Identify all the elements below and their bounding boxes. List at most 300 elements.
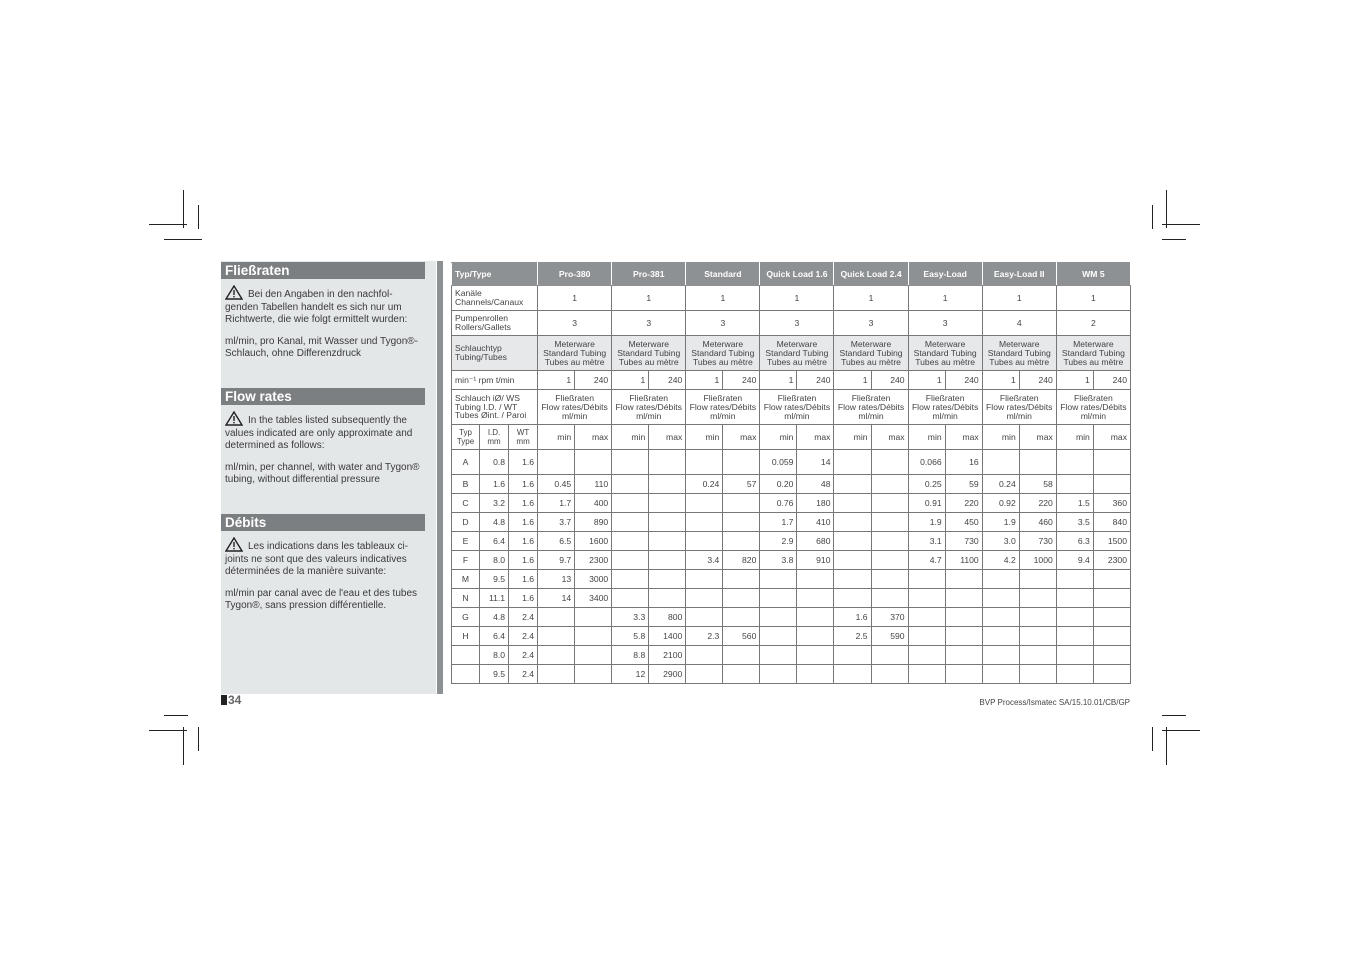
data-row [452, 665, 1131, 684]
flow-value [871, 570, 908, 589]
flow-value [612, 475, 649, 494]
flow-value: 110 [575, 475, 612, 494]
flow-value [1019, 665, 1056, 684]
tube-type: B [452, 475, 480, 494]
model-header: Quick Load 2.4 [834, 263, 908, 286]
tube-type: D [452, 513, 480, 532]
flow-value: 1600 [575, 532, 612, 551]
flow-value: 13 [538, 570, 575, 589]
flow-unit-label: Fließraten Flow rates/Débits ml/min [686, 390, 760, 425]
flow-value: 6.5 [538, 532, 575, 551]
flow-value [723, 665, 760, 684]
flow-value [575, 646, 612, 665]
flow-value [797, 665, 834, 684]
data-row [452, 608, 1131, 627]
flow-value: 2.3 [686, 627, 723, 646]
flow-value [797, 570, 834, 589]
rollers-value: 3 [834, 311, 908, 336]
crop-mark [1166, 190, 1167, 228]
flow-value [575, 665, 612, 684]
data-row [452, 450, 1131, 475]
flow-value: 3000 [575, 570, 612, 589]
data-row [452, 532, 1131, 551]
tube-wt: 1.6 [509, 570, 538, 589]
channels-label: Kanäle Channels/Canaux [452, 286, 538, 311]
tube-id: 9.5 [480, 570, 509, 589]
column-header-row [452, 425, 1131, 450]
flow-value: 14 [538, 589, 575, 608]
tubing-value: Meterware Standard Tubing Tubes au mètre [908, 336, 982, 371]
flow-value [834, 646, 871, 665]
channels-value: 1 [686, 286, 760, 311]
flow-value [982, 450, 1019, 475]
crop-mark [183, 727, 184, 765]
min-header: min [760, 425, 797, 450]
crop-mark [1166, 727, 1167, 765]
tube-wt: 1.6 [509, 513, 538, 532]
data-row [452, 627, 1131, 646]
flow-value: 410 [797, 513, 834, 532]
flow-value [649, 532, 686, 551]
flow-value [945, 570, 982, 589]
flow-value [723, 494, 760, 513]
flow-value [945, 608, 982, 627]
speed-min: 1 [686, 371, 723, 390]
tube-type: H [452, 627, 480, 646]
flow-value: 1.9 [908, 513, 945, 532]
flow-value [945, 589, 982, 608]
tube-wt: 1.6 [509, 551, 538, 570]
flow-value: 3.8 [760, 551, 797, 570]
model-header: Quick Load 1.6 [760, 263, 834, 286]
rollers-value: 2 [1056, 311, 1130, 336]
section-text: ml/min par canal avec de l'eau et des tubes Tygon®, sans pression différentielle. [225, 587, 418, 612]
flow-value: 2.9 [760, 532, 797, 551]
flow-value [871, 551, 908, 570]
flow-value [1093, 627, 1130, 646]
flow-unit-label: Fließraten Flow rates/Débits ml/min [908, 390, 982, 425]
rollers-value: 3 [760, 311, 834, 336]
flow-value: 4.7 [908, 551, 945, 570]
tube-wt: 1.6 [509, 589, 538, 608]
divider-bar [437, 261, 443, 694]
tube-type: F [452, 551, 480, 570]
rollers-value: 3 [686, 311, 760, 336]
model-header: WM 5 [1056, 263, 1130, 286]
speed-min: 1 [612, 371, 649, 390]
flow-value: 1.9 [982, 513, 1019, 532]
flow-value: 2300 [575, 551, 612, 570]
flow-value: 6.3 [1056, 532, 1093, 551]
data-row [452, 475, 1131, 494]
flow-value [612, 450, 649, 475]
flow-value [797, 646, 834, 665]
crop-mark [198, 205, 199, 229]
model-header: Standard [686, 263, 760, 286]
flow-value [760, 665, 797, 684]
speed-min: 1 [982, 371, 1019, 390]
tube-id: 4.8 [480, 608, 509, 627]
tube-wt: 1.6 [509, 450, 538, 475]
speed-max: 240 [1019, 371, 1056, 390]
flow-value [1093, 589, 1130, 608]
flow-value: 48 [797, 475, 834, 494]
flow-value [1019, 646, 1056, 665]
channels-value: 1 [1056, 286, 1130, 311]
crop-mark [1152, 205, 1153, 229]
flow-value: 58 [1019, 475, 1056, 494]
page-number: 34 [221, 693, 241, 707]
flow-value: 0.066 [908, 450, 945, 475]
flow-value: 910 [797, 551, 834, 570]
tube-type: A [452, 450, 480, 475]
tube-id: 4.8 [480, 513, 509, 532]
flow-value [612, 589, 649, 608]
max-header: max [945, 425, 982, 450]
speed-row [452, 371, 1131, 390]
section-german [221, 262, 425, 361]
flow-value: 3.3 [612, 608, 649, 627]
flow-unit-label: Fließraten Flow rates/Débits ml/min [612, 390, 686, 425]
flow-value [686, 513, 723, 532]
flow-value: 9.7 [538, 551, 575, 570]
tubing-row [452, 336, 1131, 371]
flow-value: 180 [797, 494, 834, 513]
flow-value: 9.4 [1056, 551, 1093, 570]
tubing-value: Meterware Standard Tubing Tubes au mètre [686, 336, 760, 371]
flow-value [871, 589, 908, 608]
crop-mark [149, 730, 187, 731]
min-header: min [612, 425, 649, 450]
flow-value: 220 [1019, 494, 1056, 513]
tube-wt: 1.6 [509, 532, 538, 551]
section-english [221, 388, 425, 487]
flow-value: 2900 [649, 665, 686, 684]
speed-max: 240 [1093, 371, 1130, 390]
flow-value [1056, 627, 1093, 646]
tubing-value: Meterware Standard Tubing Tubes au mètre [834, 336, 908, 371]
tube-id: 11.1 [480, 589, 509, 608]
col-wt-header: WT mm [509, 425, 538, 450]
flow-value: 2300 [1093, 551, 1130, 570]
channels-value: 1 [538, 286, 612, 311]
flow-value [760, 646, 797, 665]
section-title: Débits [221, 514, 425, 531]
flow-value: 12 [612, 665, 649, 684]
flow-value: 0.25 [908, 475, 945, 494]
flow-value: 0.92 [982, 494, 1019, 513]
tube-type: N [452, 589, 480, 608]
min-header: min [908, 425, 945, 450]
flow-unit-label: Fließraten Flow rates/Débits ml/min [1056, 390, 1130, 425]
flow-unit-label: Fließraten Flow rates/Débits ml/min [538, 390, 612, 425]
col-id-header: I.D. mm [480, 425, 509, 450]
flow-value [538, 450, 575, 475]
speed-min: 1 [1056, 371, 1093, 390]
flow-value [834, 450, 871, 475]
max-header: max [723, 425, 760, 450]
flow-value [538, 646, 575, 665]
flow-value [1019, 589, 1056, 608]
section-text: ml/min, pro Kanal, mit Wasser und Tygon®-Schlauch, ohne Differenzdruck [225, 335, 418, 360]
flow-value [834, 665, 871, 684]
flow-rate-table [451, 262, 1131, 684]
flow-value: 1.6 [834, 608, 871, 627]
flow-value: 0.91 [908, 494, 945, 513]
flow-value: 2.5 [834, 627, 871, 646]
crop-mark [183, 190, 184, 228]
tube-id: 8.0 [480, 646, 509, 665]
flow-value [908, 570, 945, 589]
flow-label: Schlauch iØ/ WS Tubing I.D. / WT Tubes Øint. / Paroi [452, 390, 538, 425]
rollers-value: 3 [612, 311, 686, 336]
flow-value [1056, 475, 1093, 494]
flow-value [723, 450, 760, 475]
speed-min: 1 [760, 371, 797, 390]
tube-id: 9.5 [480, 665, 509, 684]
flow-value: 560 [723, 627, 760, 646]
flow-value [871, 665, 908, 684]
flow-value: 680 [797, 532, 834, 551]
flow-value: 360 [1093, 494, 1130, 513]
flow-value [649, 494, 686, 513]
flow-value [760, 627, 797, 646]
data-row [452, 513, 1131, 532]
tubing-value: Meterware Standard Tubing Tubes au mètre [1056, 336, 1130, 371]
flow-value [723, 570, 760, 589]
flow-label-row [452, 390, 1131, 425]
flow-value: 0.76 [760, 494, 797, 513]
flow-value: 1100 [945, 551, 982, 570]
flow-value [538, 608, 575, 627]
channels-value: 1 [760, 286, 834, 311]
tube-id: 3.2 [480, 494, 509, 513]
flow-value [945, 646, 982, 665]
section-title: Fließraten [221, 262, 425, 279]
flow-value [982, 608, 1019, 627]
model-header: Pro-381 [612, 263, 686, 286]
section-text: In the tables listed subsequently the values indicated are only approximate and determined as follows: [225, 411, 425, 453]
flow-value: 1.5 [1056, 494, 1093, 513]
flow-value [686, 589, 723, 608]
data-row [452, 494, 1131, 513]
max-header: max [649, 425, 686, 450]
min-header: min [834, 425, 871, 450]
tube-id: 1.6 [480, 475, 509, 494]
max-header: max [871, 425, 908, 450]
flow-value: 0.45 [538, 475, 575, 494]
rollers-value: 4 [982, 311, 1056, 336]
speed-max: 240 [945, 371, 982, 390]
flow-value: 59 [945, 475, 982, 494]
flow-value [834, 513, 871, 532]
speed-max: 240 [575, 371, 612, 390]
rollers-label: Pumpenrollen Rollers/Gallets [452, 311, 538, 336]
flow-value: 5.8 [612, 627, 649, 646]
flow-value: 1.7 [760, 513, 797, 532]
rollers-value: 3 [538, 311, 612, 336]
flow-value: 0.24 [686, 475, 723, 494]
flow-value [649, 570, 686, 589]
flow-value: 3400 [575, 589, 612, 608]
flow-value [1056, 646, 1093, 665]
tubing-value: Meterware Standard Tubing Tubes au mètre [612, 336, 686, 371]
flow-value: 8.8 [612, 646, 649, 665]
flow-value [908, 589, 945, 608]
flow-value [649, 551, 686, 570]
flow-value [797, 589, 834, 608]
max-header: max [1093, 425, 1130, 450]
tube-wt: 2.4 [509, 665, 538, 684]
flow-value [834, 551, 871, 570]
flow-value [612, 494, 649, 513]
flow-value: 3.5 [1056, 513, 1093, 532]
flow-value: 1500 [1093, 532, 1130, 551]
tubing-value: Meterware Standard Tubing Tubes au mètre [538, 336, 612, 371]
flow-value [908, 627, 945, 646]
data-row [452, 646, 1131, 665]
crop-mark [1162, 224, 1200, 225]
flow-value [575, 627, 612, 646]
channels-value: 1 [982, 286, 1056, 311]
flow-value: 840 [1093, 513, 1130, 532]
flow-value [686, 608, 723, 627]
flow-value [760, 589, 797, 608]
flow-value [612, 570, 649, 589]
flow-value: 370 [871, 608, 908, 627]
flow-value [686, 665, 723, 684]
speed-min: 1 [834, 371, 871, 390]
flow-unit-label: Fließraten Flow rates/Débits ml/min [982, 390, 1056, 425]
tube-id: 8.0 [480, 551, 509, 570]
flow-value [982, 627, 1019, 646]
flow-value: 800 [649, 608, 686, 627]
flow-value [871, 532, 908, 551]
flow-value [1019, 570, 1056, 589]
flow-value: 890 [575, 513, 612, 532]
flow-value: 4.2 [982, 551, 1019, 570]
model-header: Easy-Load [908, 263, 982, 286]
flow-value [686, 450, 723, 475]
flow-value [612, 551, 649, 570]
tube-id: 6.4 [480, 627, 509, 646]
flow-value [723, 646, 760, 665]
flow-value: 1000 [1019, 551, 1056, 570]
flow-value [760, 570, 797, 589]
section-title: Flow rates [221, 388, 425, 405]
flow-value [834, 494, 871, 513]
flow-unit-label: Fließraten Flow rates/Débits ml/min [834, 390, 908, 425]
flow-value: 57 [723, 475, 760, 494]
flow-value [834, 570, 871, 589]
min-header: min [686, 425, 723, 450]
flow-value: 450 [945, 513, 982, 532]
tube-type: M [452, 570, 480, 589]
flow-value: 730 [945, 532, 982, 551]
flow-value [723, 589, 760, 608]
flow-value [1093, 450, 1130, 475]
warning-triangle-icon [225, 537, 243, 552]
flow-value [871, 513, 908, 532]
sidebar-panel [221, 261, 436, 694]
flow-value [686, 532, 723, 551]
max-header: max [797, 425, 834, 450]
model-header: Easy-Load II [982, 263, 1056, 286]
tube-type: C [452, 494, 480, 513]
flow-value [686, 494, 723, 513]
flow-value [1019, 627, 1056, 646]
flow-value [834, 589, 871, 608]
flow-unit-label: Fließraten Flow rates/Débits ml/min [760, 390, 834, 425]
flow-value [649, 589, 686, 608]
flow-value [723, 608, 760, 627]
data-row [452, 551, 1131, 570]
flow-value [871, 475, 908, 494]
tubing-label: Schlauchtyp Tubing/Tubes [452, 336, 538, 371]
flow-value [1093, 570, 1130, 589]
flow-value [1056, 665, 1093, 684]
crop-mark [164, 715, 188, 716]
min-header: min [538, 425, 575, 450]
section-text: Bei den Angaben in den nachfol-genden Tabellen handelt es sich nur um Richtwerte, die wie folgt ermittelt wurden: [225, 285, 425, 327]
flow-value [908, 646, 945, 665]
flow-value: 590 [871, 627, 908, 646]
tube-type: E [452, 532, 480, 551]
flow-value: 3.0 [982, 532, 1019, 551]
flow-value [871, 450, 908, 475]
col-type-header: Typ Type [452, 425, 480, 450]
section-french [221, 514, 425, 613]
flow-value [1056, 589, 1093, 608]
tube-id: 0.8 [480, 450, 509, 475]
tube-wt: 1.6 [509, 475, 538, 494]
flow-value: 820 [723, 551, 760, 570]
channels-row [452, 286, 1131, 311]
flow-value [538, 665, 575, 684]
flow-value [612, 532, 649, 551]
flow-value [871, 494, 908, 513]
crop-mark [1162, 239, 1186, 240]
flow-value [538, 627, 575, 646]
flow-value [760, 608, 797, 627]
tube-wt: 1.6 [509, 494, 538, 513]
flow-value: 2100 [649, 646, 686, 665]
flow-value [1093, 608, 1130, 627]
table-header-row [452, 263, 1131, 286]
channels-value: 1 [908, 286, 982, 311]
flow-value: 460 [1019, 513, 1056, 532]
speed-min: 1 [908, 371, 945, 390]
speed-max: 240 [723, 371, 760, 390]
flow-value [982, 589, 1019, 608]
tube-id: 6.4 [480, 532, 509, 551]
data-row [452, 589, 1131, 608]
flow-value [797, 608, 834, 627]
flow-value: 1.7 [538, 494, 575, 513]
flow-value: 3.1 [908, 532, 945, 551]
warning-triangle-icon [225, 411, 243, 426]
flow-value [723, 532, 760, 551]
flow-value [1093, 475, 1130, 494]
tubing-value: Meterware Standard Tubing Tubes au mètre [760, 336, 834, 371]
flow-value: 3.4 [686, 551, 723, 570]
speed-max: 240 [649, 371, 686, 390]
section-text: ml/min, per channel, with water and Tygon® tubing, without differential pressure [225, 461, 420, 486]
flow-value [871, 646, 908, 665]
flow-value: 16 [945, 450, 982, 475]
data-row [452, 570, 1131, 589]
channels-value: 1 [612, 286, 686, 311]
